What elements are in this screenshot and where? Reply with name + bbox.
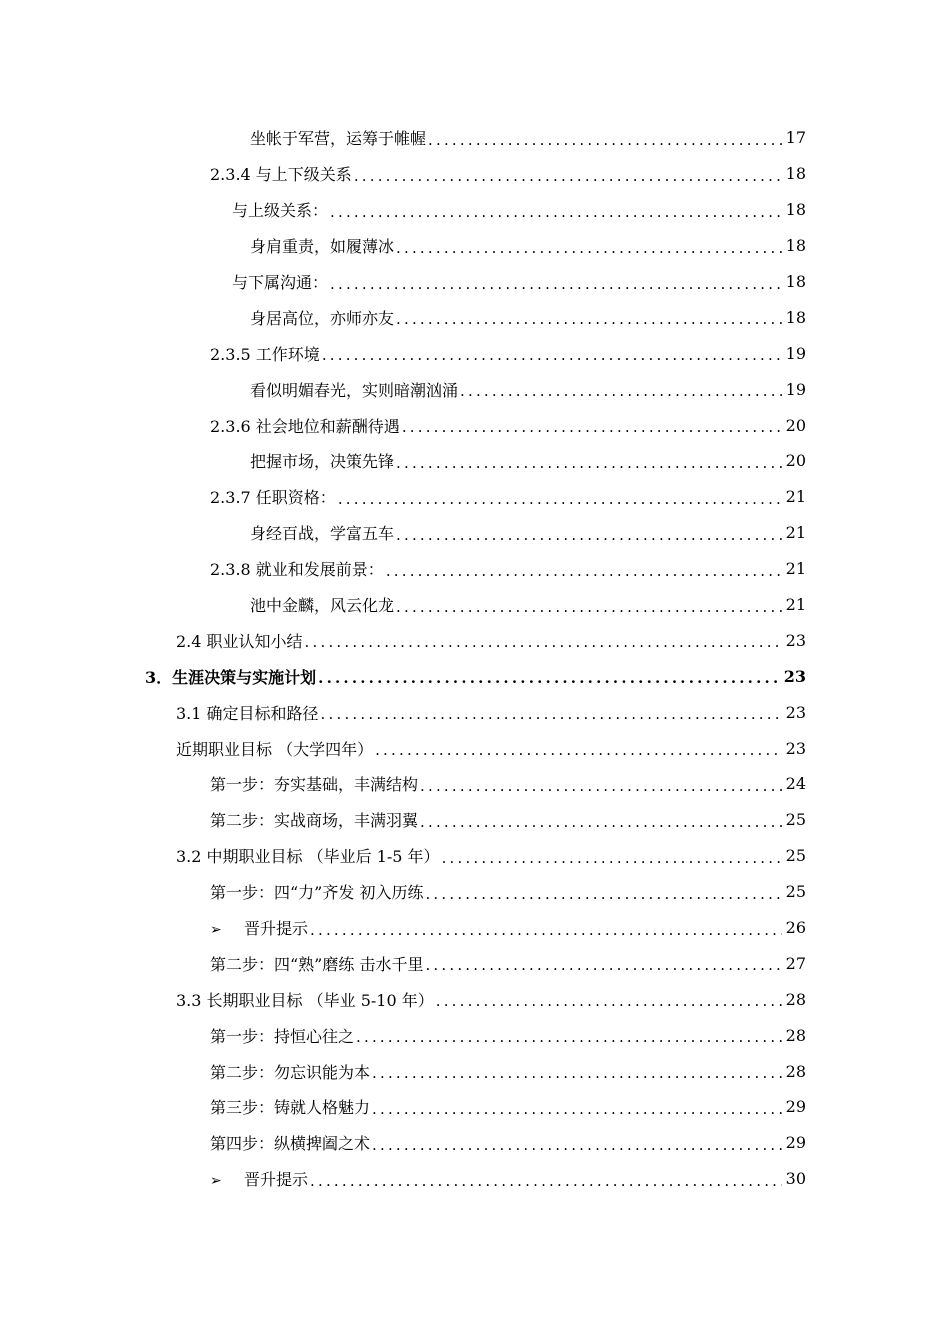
toc-entry-title: 3.3 长期职业目标 （毕业 5-10 年）	[176, 990, 434, 1010]
dot-leader	[420, 813, 782, 831]
toc-entry-title: 第三步：铸就人格魅力	[210, 1098, 371, 1118]
toc-entry-label	[210, 342, 320, 365]
toc-entry-title: 晋升提示	[244, 1170, 309, 1190]
toc-entry-label	[210, 1060, 370, 1083]
toc-entry-label	[210, 485, 336, 508]
table-of-contents	[0, 120, 950, 1197]
toc-entry[interactable]	[0, 766, 950, 802]
dot-leader	[372, 1136, 782, 1154]
toc-entry-label	[210, 1024, 354, 1047]
toc-entry-title: 2.3.8 就业和发展前景：	[210, 560, 384, 580]
dot-leader	[305, 633, 782, 651]
toc-entry[interactable]	[0, 551, 950, 587]
toc-entry[interactable]	[0, 192, 950, 228]
toc-entry-page-number: 25	[785, 882, 806, 902]
toc-entry-label	[210, 414, 400, 437]
toc-entry[interactable]	[0, 945, 950, 981]
toc-entry-page-number: 28	[785, 989, 806, 1009]
toc-entry-title: 3.2 中期职业目标 （毕业后 1-5 年）	[176, 847, 440, 867]
dot-leader	[396, 598, 782, 616]
toc-entry[interactable]	[0, 120, 950, 156]
dot-leader	[330, 203, 782, 221]
toc-entry-page-number: 21	[785, 559, 806, 579]
toc-entry-label	[250, 378, 458, 401]
toc-entry[interactable]	[0, 407, 950, 443]
toc-entry-page-number: 18	[785, 307, 806, 327]
dot-leader	[436, 992, 782, 1010]
toc-entry-label	[250, 306, 394, 329]
dot-leader	[356, 1028, 782, 1046]
toc-entry-page-number: 23	[785, 630, 806, 650]
toc-entry-title: 第二步：四“熟”磨练 击水千里	[210, 954, 424, 974]
dot-leader	[321, 705, 782, 723]
toc-entry-title: 与上级关系：	[232, 201, 329, 221]
dot-leader	[420, 777, 782, 795]
toc-entry-page-number: 29	[785, 1097, 806, 1117]
toc-entry-page-number: 25	[785, 846, 806, 866]
toc-entry-label	[176, 737, 373, 760]
toc-entry[interactable]	[0, 335, 950, 371]
toc-entry-title: 身肩重责，如履薄冰	[250, 237, 395, 257]
dot-leader	[354, 167, 782, 185]
dot-leader	[428, 131, 782, 149]
dot-leader	[396, 310, 782, 328]
dot-leader	[386, 562, 782, 580]
toc-entry[interactable]	[0, 1125, 950, 1161]
toc-entry-title: 第一步：四“力”齐发 初入历练	[210, 883, 424, 903]
toc-entry-page-number: 21	[785, 523, 806, 543]
toc-entry[interactable]	[0, 1017, 950, 1053]
toc-entry-page-number: 28	[785, 1025, 806, 1045]
toc-entry-label	[210, 952, 423, 975]
toc-entry-label	[250, 521, 394, 544]
toc-entry-page-number: 21	[785, 487, 806, 507]
toc-entry-label	[210, 916, 308, 939]
toc-entry-title: 晋升提示	[244, 919, 309, 939]
dot-leader	[396, 526, 782, 544]
toc-entry-page-number: 17	[785, 128, 806, 148]
toc-entry-label	[210, 162, 352, 185]
dot-leader	[310, 1172, 782, 1190]
dot-leader	[425, 885, 781, 903]
toc-entry-title: 2.4 职业认知小结	[176, 631, 303, 651]
toc-entry-title: 第二步：勿忘识能为本	[210, 1062, 371, 1082]
dot-leader	[402, 418, 782, 436]
toc-entry[interactable]	[0, 587, 950, 623]
toc-entry-title: 3．生涯决策与实施计划	[145, 667, 317, 687]
toc-entry[interactable]	[0, 1161, 950, 1197]
toc-entry[interactable]	[0, 371, 950, 407]
dot-leader	[375, 741, 782, 759]
toc-entry-page-number: 26	[785, 918, 806, 938]
dot-leader	[396, 454, 782, 472]
toc-entry-title: 坐帐于军营，运筹于帷幄	[250, 129, 427, 149]
toc-entry[interactable]	[0, 515, 950, 551]
toc-entry-page-number: 18	[785, 164, 806, 184]
toc-entry[interactable]	[0, 694, 950, 730]
toc-entry[interactable]	[0, 228, 950, 264]
dot-leader	[322, 346, 782, 364]
toc-entry[interactable]	[0, 156, 950, 192]
toc-entry-title: 第一步：夯实基础，丰满结构	[210, 775, 419, 795]
dot-leader	[372, 1100, 782, 1118]
toc-entry-label	[176, 844, 440, 867]
toc-entry[interactable]	[0, 874, 950, 910]
toc-entry[interactable]	[0, 658, 950, 694]
toc-entry-title: 把握市场，决策先锋	[250, 452, 395, 472]
toc-entry-page-number: 18	[785, 236, 806, 256]
toc-entry[interactable]	[0, 730, 950, 766]
toc-entry-label	[210, 1131, 370, 1154]
toc-entry-page-number: 19	[785, 343, 806, 363]
toc-entry-page-number: 23	[785, 702, 806, 722]
toc-entry-label	[176, 701, 319, 724]
toc-entry-page-number: 23	[783, 666, 806, 686]
toc-entry[interactable]	[0, 622, 950, 658]
toc-entry-label	[232, 270, 328, 293]
toc-entry-page-number: 23	[785, 738, 806, 758]
toc-entry-page-number: 20	[785, 451, 806, 471]
toc-entry[interactable]	[0, 264, 950, 300]
toc-entry-label	[250, 234, 394, 257]
arrow-bullet-icon: ➢	[210, 1173, 222, 1190]
toc-entry-title: 第一步：持恒心往之	[210, 1026, 355, 1046]
toc-entry-label	[232, 198, 328, 221]
toc-entry-label	[210, 557, 384, 580]
toc-entry[interactable]	[0, 443, 950, 479]
toc-entry-title: 看似明媚春光，实则暗潮汹涌	[250, 380, 459, 400]
toc-entry-title: 与下属沟通：	[232, 273, 329, 292]
toc-entry[interactable]	[0, 1053, 950, 1089]
dot-leader	[396, 239, 782, 257]
toc-entry-page-number: 18	[785, 200, 806, 220]
dot-leader	[310, 921, 782, 939]
toc-entry[interactable]	[0, 910, 950, 946]
toc-entry-title: 身居高位，亦师亦友	[250, 308, 395, 328]
toc-entry-label	[210, 1167, 308, 1190]
dot-leader	[460, 382, 782, 400]
toc-entry[interactable]	[0, 1089, 950, 1125]
toc-entry-title: 3.1 确定目标和路径	[176, 703, 319, 723]
toc-entry-title: 第二步：实战商场，丰满羽翼	[210, 811, 419, 831]
dot-leader	[338, 490, 782, 508]
toc-entry-label	[250, 126, 426, 149]
dot-leader	[425, 956, 781, 974]
arrow-bullet-icon: ➢	[210, 922, 222, 939]
toc-entry-label	[210, 772, 418, 795]
toc-entry-page-number: 27	[785, 953, 806, 973]
toc-entry-page-number: 24	[785, 774, 806, 794]
toc-entry-page-number: 25	[785, 810, 806, 830]
toc-entry[interactable]	[0, 981, 950, 1017]
toc-entry-label	[210, 808, 418, 831]
toc-entry[interactable]	[0, 299, 950, 335]
toc-entry-label	[210, 880, 423, 903]
toc-entry-title: 池中金麟，风云化龙	[250, 596, 395, 616]
toc-entry-label	[176, 629, 303, 652]
toc-entry-page-number: 21	[785, 595, 806, 615]
toc-entry-page-number: 28	[785, 1061, 806, 1081]
toc-entry-page-number: 18	[785, 272, 806, 291]
toc-entry-title: 2.3.6 社会地位和薪酬待遇	[210, 416, 400, 436]
toc-entry-label	[210, 1095, 370, 1118]
toc-entry-title: 2.3.7 任职资格：	[210, 488, 336, 508]
toc-entry-title: 身经百战，学富五车	[250, 524, 395, 544]
toc-entry-page-number: 20	[785, 415, 806, 435]
dot-leader	[318, 669, 780, 687]
toc-entry[interactable]	[0, 802, 950, 838]
toc-entry[interactable]	[0, 479, 950, 515]
toc-entry-page-number: 29	[785, 1133, 806, 1153]
toc-entry-page-number: 30	[785, 1169, 806, 1189]
toc-entry-title: 第四步：纵横捭阖之术	[210, 1134, 371, 1154]
toc-entry-title: 近期职业目标 （大学四年）	[176, 739, 374, 759]
toc-entry-label	[250, 449, 394, 472]
dot-leader	[442, 849, 782, 867]
dot-leader	[330, 275, 782, 293]
toc-entry-label	[176, 988, 434, 1011]
toc-entry-label	[145, 665, 316, 688]
toc-entry-title: 2.3.4 与上下级关系	[210, 165, 352, 185]
toc-entry-label	[250, 593, 394, 616]
dot-leader	[372, 1064, 782, 1082]
toc-entry-title: 2.3.5 工作环境	[210, 344, 320, 364]
toc-entry[interactable]	[0, 838, 950, 874]
toc-entry-page-number: 19	[785, 379, 806, 399]
